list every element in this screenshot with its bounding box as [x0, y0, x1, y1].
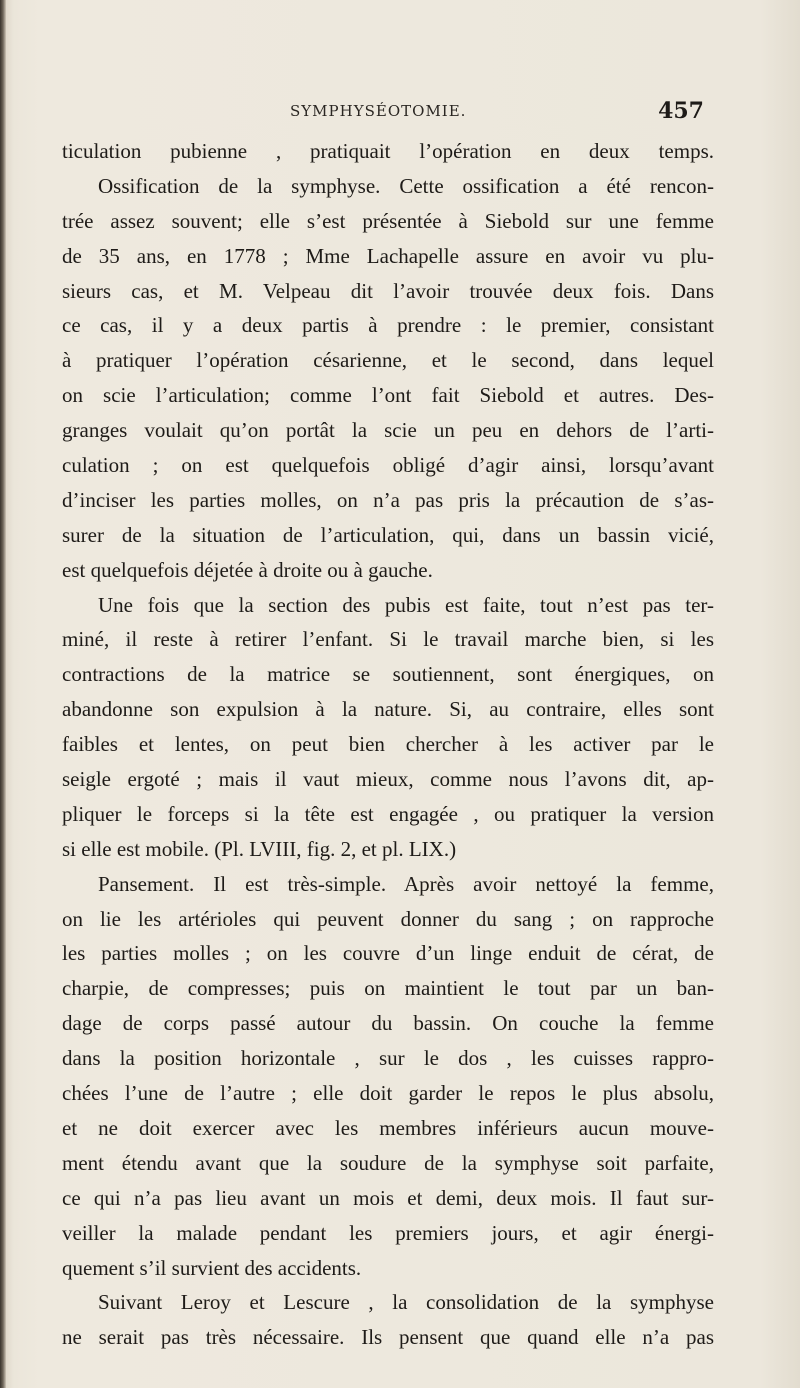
text-line: culation ; on est quelquefois obligé d’agir ainsi, lorsqu’avant — [62, 453, 714, 478]
body-text — [62, 134, 714, 1355]
text-line: quement s’il survient des accidents. — [62, 1255, 362, 1280]
binding-edge — [0, 0, 6, 1388]
text-line: ment étendu avant que la soudure de la symphyse soit parfaite, — [62, 1150, 714, 1175]
text-line-pansement-heading: Pansement. Il est très-simple. Après avoir nettoyé la femme, — [98, 871, 714, 896]
text-line: dans la position horizontale , sur le dos , les cuisses rappro- — [62, 1046, 714, 1071]
text-line: ne serait pas très nécessaire. Ils pensent que quand elle n’a pas — [62, 1325, 714, 1350]
text-line: pliquer le forceps si la tête est engagée , ou pratiquer la version — [62, 801, 714, 826]
text-line: trée assez souvent; elle s’est présentée à Siebold sur une femme — [62, 208, 714, 233]
text-line: seigle ergoté ; mais il vaut mieux, comme nous l’avons dit, ap- — [62, 767, 714, 792]
text-line: ticulation pubienne , pratiquait l’opération en deux temps. — [62, 139, 714, 163]
text-line: sieurs cas, et M. Velpeau dit l’avoir trouvée deux fois. Dans — [62, 278, 714, 303]
text-line: d’inciser les parties molles, on n’a pas pris la précaution de s’as- — [62, 487, 714, 512]
text-line: charpie, de compresses; puis on maintient le tout par un ban- — [62, 976, 714, 1001]
text-line: on lie les artérioles qui peuvent donner du sang ; on rapproche — [62, 906, 714, 931]
text-line: est quelquefois déjetée à droite ou à gauche. — [62, 557, 433, 582]
text-line: de 35 ans, en 1778 ; Mme Lachapelle assure en avoir vu plu- — [62, 243, 714, 268]
page-number: 457 — [658, 98, 704, 124]
text-line: Suivant Leroy et Lescure , la consolidation de la symphyse — [98, 1290, 714, 1315]
text-line: faibles et lentes, on peut bien chercher à les activer par le — [62, 732, 714, 757]
text-line: miné, il reste à retirer l’enfant. Si le travail marche bien, si les — [62, 627, 714, 652]
text-line: granges voulait qu’on portât la scie un peu en dehors de l’arti- — [62, 418, 714, 443]
text-line: dage de corps passé autour du bassin. On couche la femme — [62, 1011, 714, 1036]
text-line: abandonne son expulsion à la nature. Si, au contraire, elles sont — [62, 697, 714, 722]
text-line: Une fois que la section des pubis est faite, tout n’est pas ter- — [98, 592, 714, 617]
page-header — [60, 100, 720, 128]
text-line: et ne doit exercer avec les membres inférieurs aucun mouve- — [62, 1115, 714, 1140]
text-line: ce cas, il y a deux partis à prendre : le premier, consistant — [62, 313, 714, 338]
text-line: si elle est mobile. (Pl. LVIII, fig. 2, et pl. LIX.) — [62, 836, 457, 861]
text-line: veiller la malade pendant les premiers jours, et agir énergi- — [62, 1220, 714, 1245]
text-line: à pratiquer l’opération césarienne, et le second, dans lequel — [62, 348, 714, 373]
text-line-ossification-heading: Ossification de la symphyse. Cette ossification a été rencon- — [98, 173, 714, 198]
text-line: contractions de la matrice se soutiennent, sont énergiques, on — [62, 662, 714, 687]
text-line: surer de la situation de l’articulation, qui, dans un bassin vicié, — [62, 522, 714, 547]
running-head: SYMPHYSÉOTOMIE. — [290, 102, 467, 120]
text-line: on scie l’articulation; comme l’ont fait Siebold et autres. Des- — [62, 383, 714, 408]
text-line: ce qui n’a pas lieu avant un mois et demi, deux mois. Il faut sur- — [62, 1185, 714, 1210]
text-line: chées l’une de l’autre ; elle doit garder le repos le plus absolu, — [62, 1081, 714, 1106]
text-line: les parties molles ; on les couvre d’un linge enduit de cérat, de — [62, 941, 714, 966]
